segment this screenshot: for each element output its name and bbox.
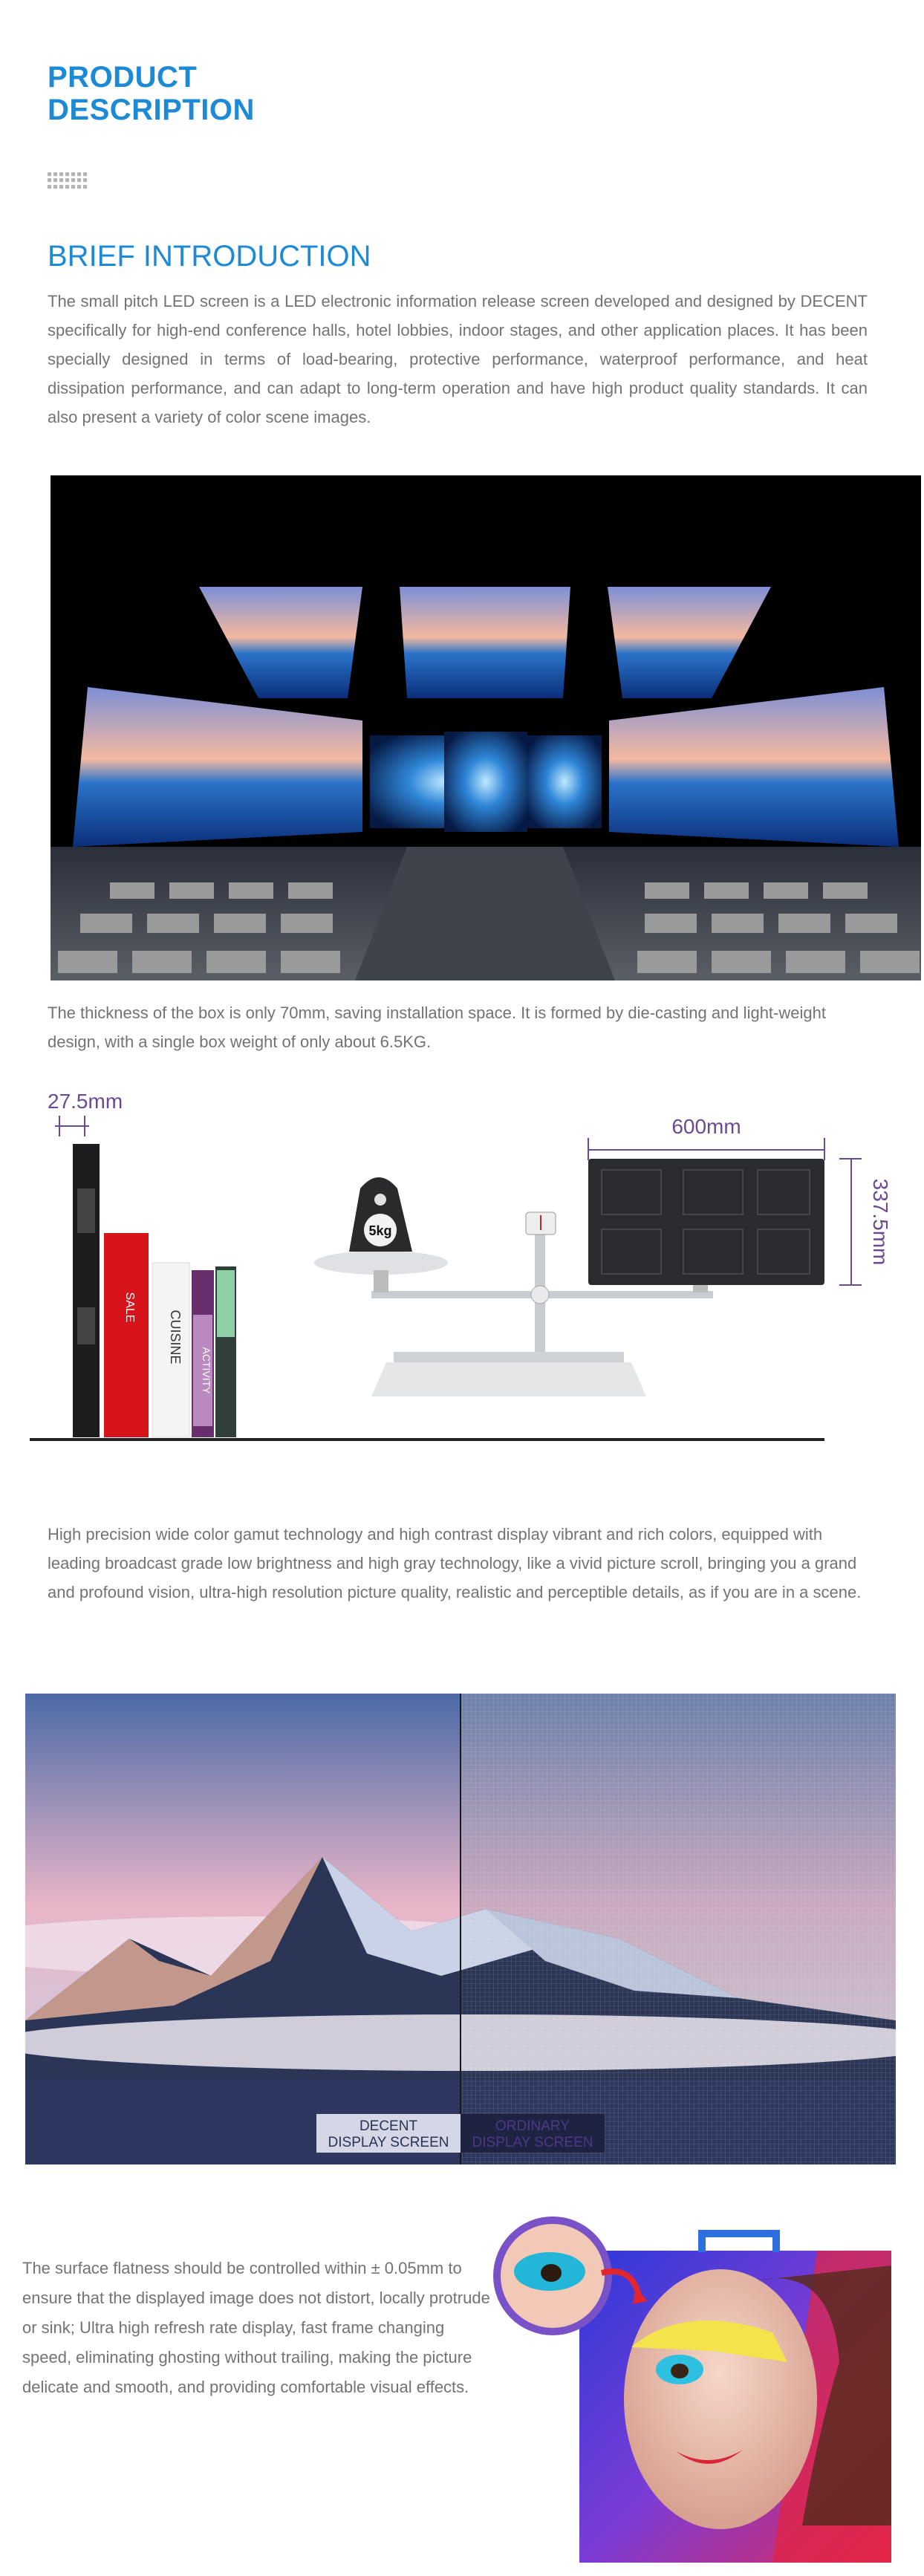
dot-grid-decoration [48, 172, 89, 189]
flatness-paragraph: The surface flatness should be controlled within ± 0.05mm to ensure that the displayed image does not distort, locally protrude or sink; Ultra high refresh rate display, fast frame changing speed, eliminating ghosting without trailing, making the picture delicate and smooth, and providing comfortable visual effects. [22, 2259, 490, 2396]
brief-introduction-heading: BRIEF INTRODUCTION [48, 240, 371, 273]
decent-label-line2: DISPLAY SCREEN [328, 2135, 449, 2150]
thickness-paragraph: The thickness of the box is only 70mm, saving installation space. It is formed by die-casting and light-weight design, with a single box weight of only about 6.5KG. [48, 1004, 826, 1051]
book-sale-label: SALE [123, 1292, 136, 1323]
ordinary-label-line1: ORDINARY [495, 2118, 570, 2134]
intro-paragraph: The small pitch LED screen is a LED electronic information release screen developed and designed by DECENT specifically for high-end conference halls, hotel lobbies, indoor stages, and other application places. It has been specially designed in terms of load-bearing, protective performance, waterproof performance, and heat dissipation performance, and can adapt to long-term operation and have high product quality standards. It can also present a variety of color scene images. [48, 292, 868, 426]
display-comparison-image [25, 1694, 896, 2164]
color-paragraph: High precision wide color gamut technology and high contrast display vibrant and rich colors, equipped with leading broadcast grade low brightness and high gray technology, like a vivid picture scroll, bringing you a grand and profound vision, ultra-high resolution picture quality, realistic and perceptible details, as if you are in a scene. [48, 1525, 862, 1601]
weight-label: 5kg [368, 1223, 392, 1238]
ordinary-label-line2: DISPLAY SCREEN [472, 2135, 593, 2150]
conference-stage-image [51, 475, 921, 980]
thickness-label: 27.5mm [48, 1090, 123, 1113]
makeup-face-image [490, 2214, 906, 2570]
decent-label-line1: DECENT [359, 2118, 418, 2134]
height-label: 337.5mm [869, 1178, 892, 1266]
product-description-heading [48, 61, 255, 126]
cabinet-weight-illustration [30, 1084, 914, 1471]
book-activity-label: ACTIVITY [201, 1347, 212, 1394]
book-cuisine-label: CUISINE [168, 1310, 183, 1365]
heading-line-1: PRODUCT [48, 61, 198, 94]
heading-line-2: DESCRIPTION [48, 94, 255, 126]
width-label: 600mm [671, 1115, 741, 1138]
